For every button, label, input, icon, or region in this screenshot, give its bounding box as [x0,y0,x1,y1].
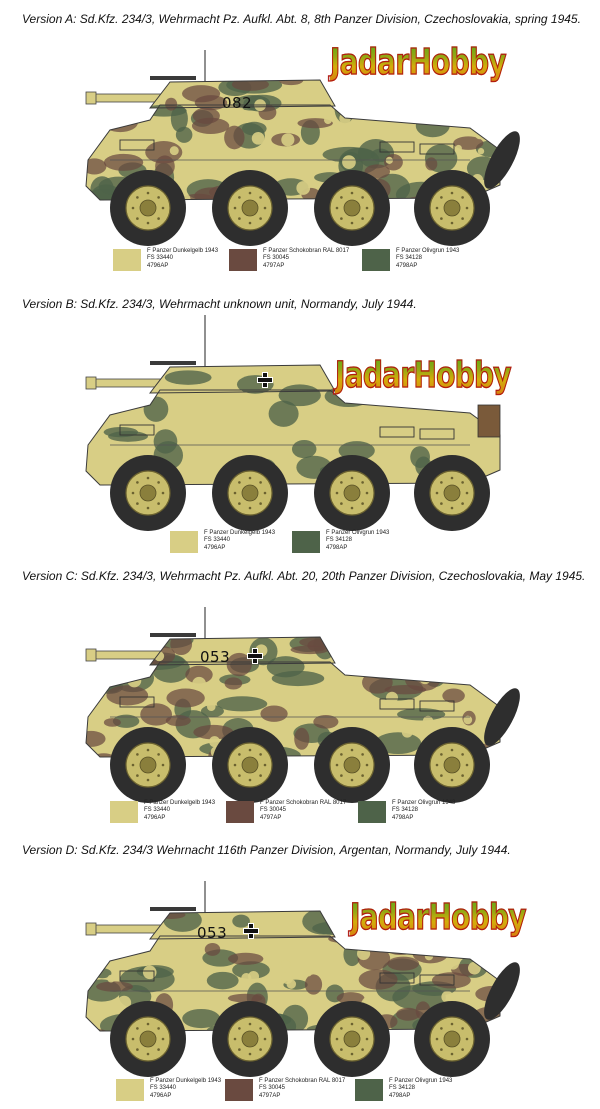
ap-code: 4797AP [263,262,285,269]
paint-name: F Panzer Dunkelgelb 1943 [144,800,216,806]
gun-barrel [92,94,162,102]
tactical-number: 082 [222,94,253,112]
balkenkreuz-icon [258,373,272,387]
swatch-color-box [110,801,138,823]
machine-gun [150,361,196,365]
vehicle-profile-d [0,841,600,1101]
vehicle-profile-c [0,567,600,827]
swatch-label [144,800,215,822]
ap-code: 4796AP [147,262,169,269]
fs-code: FS 34128 [392,807,419,814]
gun-barrel [92,651,162,659]
vehicle-profile-b [0,295,600,555]
version-caption: Version B: Sd.Kfz. 234/3, Wehrmacht unknown unit, Normandy, July 1944. [22,297,417,311]
swatch-color-box [292,531,320,553]
rear-stowage-bin [478,405,500,437]
vehicle-profile-a [0,10,600,270]
swatch-label [263,248,349,270]
ap-code: 4796AP [144,814,166,821]
gun-barrel [92,925,162,933]
swatch-label [396,248,459,270]
paint-swatch-legend [0,531,600,561]
jadarhobby-watermark: JadarHobby [330,42,506,83]
machine-gun [150,633,196,637]
swatch-label [326,530,389,552]
ap-code: 4798AP [389,1092,411,1099]
ap-code: 4797AP [260,814,282,821]
swatch-label [260,800,346,822]
paint-name: F Panzer Schokobran RAL 8017 [259,1078,346,1084]
ap-code: 4796AP [204,544,226,551]
balkenkreuz-icon [248,649,262,663]
swatch-label [147,248,218,270]
swatch-color-box [113,249,141,271]
fs-code: FS 30045 [260,807,287,814]
fs-code: FS 30045 [259,1085,286,1092]
fs-code: FS 34128 [389,1085,416,1092]
ap-code: 4798AP [326,544,348,551]
ap-code: 4797AP [259,1092,281,1099]
swatch-label [150,1078,221,1100]
swatch-color-box [355,1079,383,1101]
swatch-color-box [116,1079,144,1101]
swatch-color-box [362,249,390,271]
paint-name: F Panzer Dunkelgelb 1943 [204,530,276,536]
swatch-color-box [358,801,386,823]
paint-swatch-legend [0,801,600,831]
swatch-label [392,800,455,822]
paint-swatch-legend [0,1079,600,1109]
tactical-number: 053 [197,924,228,942]
version-caption: Version C: Sd.Kfz. 234/3, Wehrmacht Pz. Aufkl. Abt. 20, 20th Panzer Division, Czechoslovakia, May 1945. [22,569,586,583]
fs-code: FS 33440 [204,537,231,544]
machine-gun [150,907,196,911]
jadarhobby-watermark: JadarHobby [350,897,526,938]
paint-name: F Panzer Olivgrun 1943 [326,530,390,536]
fs-code: FS 30045 [263,255,290,262]
gun-barrel [92,379,162,387]
paint-name: F Panzer Olivgrun 1943 [392,800,456,806]
version-caption: Version A: Sd.Kfz. 234/3, Wehrmacht Pz. Aufkl. Abt. 8, 8th Panzer Division, Czechoslovakia, spring 1945. [22,12,581,26]
fs-code: FS 34128 [326,537,353,544]
paint-name: F Panzer Olivgrun 1943 [389,1078,453,1084]
balkenkreuz-icon [244,924,258,938]
swatch-color-box [226,801,254,823]
swatch-color-box [225,1079,253,1101]
jadarhobby-watermark: JadarHobby [335,355,511,396]
swatch-label [204,530,275,552]
fs-code: FS 33440 [147,255,174,262]
swatch-label [389,1078,452,1100]
paint-swatch-legend [0,249,600,279]
swatch-label [259,1078,345,1100]
ap-code: 4798AP [392,814,414,821]
paint-name: F Panzer Dunkelgelb 1943 [147,248,219,254]
paint-name: F Panzer Schokobran RAL 8017 [260,800,347,806]
version-caption: Version D: Sd.Kfz. 234/3 Wehrnacht 116th Panzer Division, Argentan, Normandy, July 1944. [22,843,511,857]
paint-name: F Panzer Olivgrun 1943 [396,248,460,254]
machine-gun [150,76,196,80]
fs-code: FS 34128 [396,255,423,262]
fs-code: FS 33440 [144,807,171,814]
paint-name: F Panzer Schokobran RAL 8017 [263,248,350,254]
fs-code: FS 33440 [150,1085,177,1092]
ap-code: 4796AP [150,1092,172,1099]
paint-name: F Panzer Dunkelgelb 1943 [150,1078,222,1084]
ap-code: 4798AP [396,262,418,269]
tactical-number: 053 [200,648,231,666]
swatch-color-box [229,249,257,271]
swatch-color-box [170,531,198,553]
